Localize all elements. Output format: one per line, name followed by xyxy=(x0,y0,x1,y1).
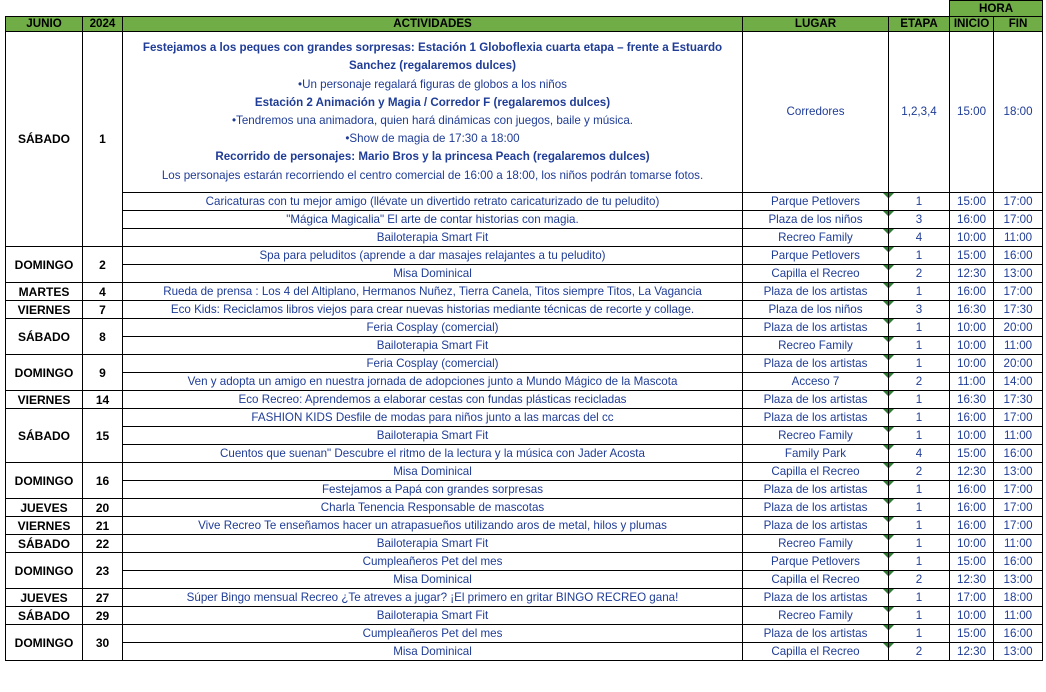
table-row xyxy=(6,625,1043,643)
feature-line: Estación 2 Animación y Magia / Corredor F (regalaremos dulces) xyxy=(254,95,611,109)
table-row xyxy=(6,571,1043,589)
table-row xyxy=(6,355,1043,373)
day-label: DOMINGO xyxy=(6,247,83,283)
stage-cell: 2 xyxy=(889,643,950,661)
end-time-cell: 17:00 xyxy=(994,409,1043,427)
table-row xyxy=(6,283,1043,301)
feature-activity xyxy=(123,32,743,193)
schedule-sheet xyxy=(5,0,1042,661)
table-row xyxy=(6,499,1043,517)
day-number: 29 xyxy=(83,607,123,625)
day-number: 7 xyxy=(83,301,123,319)
place-cell: Recreo Family xyxy=(743,535,889,553)
day-label: VIERNES xyxy=(6,391,83,409)
table-row xyxy=(6,589,1043,607)
start-time-cell: 15:00 xyxy=(950,625,994,643)
table-row xyxy=(6,445,1043,463)
day-number: 23 xyxy=(83,553,123,589)
feature-line: •Un personaje regalará figuras de globos a los niños xyxy=(298,77,567,91)
day-number: 22 xyxy=(83,535,123,553)
place-cell: Parque Petlovers xyxy=(743,553,889,571)
end-time-cell: 11:00 xyxy=(994,607,1043,625)
start-time-cell: 12:30 xyxy=(950,571,994,589)
place-cell: Recreo Family xyxy=(743,607,889,625)
day-number: 15 xyxy=(83,409,123,463)
activity-cell: Feria Cosplay (comercial) xyxy=(123,319,743,337)
stage-cell: 4 xyxy=(889,445,950,463)
schedule-table xyxy=(5,0,1043,661)
end-time-cell: 16:00 xyxy=(994,445,1043,463)
stage-cell: 1 xyxy=(889,517,950,535)
end-time-cell: 17:30 xyxy=(994,301,1043,319)
activity-cell: Ven y adopta un amigo en nuestra jornada de adopciones junto a Mundo Mágico de la Mascota xyxy=(123,373,743,391)
place-cell: Plaza de los artistas xyxy=(743,319,889,337)
place-cell: Family Park xyxy=(743,445,889,463)
stage-header: ETAPA xyxy=(889,17,950,32)
stage-cell: 1 xyxy=(889,337,950,355)
table-row xyxy=(6,607,1043,625)
stage-cell: 1 xyxy=(889,589,950,607)
stage-cell: 1 xyxy=(889,535,950,553)
place-cell: Acceso 7 xyxy=(743,373,889,391)
start-time-cell: 16:30 xyxy=(950,301,994,319)
end-time-cell: 20:00 xyxy=(994,355,1043,373)
activity-cell: Misa Dominical xyxy=(123,463,743,481)
activity-cell: Eco Recreo: Aprendemos a elaborar cestas con fundas plásticas recicladas xyxy=(123,391,743,409)
place-cell: Plaza de los artistas xyxy=(743,625,889,643)
feature-end: 18:00 xyxy=(994,32,1043,193)
feature-line: •Show de magia de 17:30 a 18:00 xyxy=(345,132,520,146)
place-cell: Plaza de los artistas xyxy=(743,499,889,517)
end-time-cell: 20:00 xyxy=(994,319,1043,337)
stage-cell: 1 xyxy=(889,409,950,427)
stage-cell: 1 xyxy=(889,247,950,265)
year-header: 2024 xyxy=(83,17,123,32)
start-time-cell: 16:00 xyxy=(950,499,994,517)
end-time-cell: 13:00 xyxy=(994,265,1043,283)
place-cell: Plaza de los artistas xyxy=(743,517,889,535)
feature-line: Festejamos a los peques con grandes sorpresas: Estación 1 Globoflexia cuarta etapa – frente a Estuardo Sanchez (regalaremos dulces) xyxy=(142,41,723,73)
place-cell: Plaza de los artistas xyxy=(743,355,889,373)
start-time-cell: 16:00 xyxy=(950,517,994,535)
stage-cell: 2 xyxy=(889,463,950,481)
day-label: DOMINGO xyxy=(6,463,83,499)
day-number: 4 xyxy=(83,283,123,301)
activities-header: ACTIVIDADES xyxy=(123,17,743,32)
table-row xyxy=(6,373,1043,391)
stage-cell: 2 xyxy=(889,265,950,283)
end-time-cell: 17:30 xyxy=(994,391,1043,409)
day-number: 30 xyxy=(83,625,123,661)
start-time-cell: 16:30 xyxy=(950,391,994,409)
activity-cell: Misa Dominical xyxy=(123,643,743,661)
column-header-row xyxy=(6,17,1043,32)
day-label: MARTES xyxy=(6,283,83,301)
table-row xyxy=(6,409,1043,427)
start-time-cell: 16:00 xyxy=(950,481,994,499)
day-number: 9 xyxy=(83,355,123,391)
start-time-cell: 10:00 xyxy=(950,355,994,373)
start-time-cell: 15:00 xyxy=(950,445,994,463)
end-time-cell: 11:00 xyxy=(994,229,1043,247)
day-label: SÁBADO xyxy=(6,607,83,625)
activity-cell: FASHION KIDS Desfile de modas para niños junto a las marcas del cc xyxy=(123,409,743,427)
activity-cell: Misa Dominical xyxy=(123,265,743,283)
end-header: FIN xyxy=(994,17,1043,32)
start-time-cell: 10:00 xyxy=(950,427,994,445)
day-number: 16 xyxy=(83,463,123,499)
day-number: 2 xyxy=(83,247,123,283)
activity-cell: Misa Dominical xyxy=(123,571,743,589)
day-label: DOMINGO xyxy=(6,355,83,391)
table-row xyxy=(6,319,1043,337)
activity-cell: Bailoterapia Smart Fit xyxy=(123,337,743,355)
activity-cell: Caricaturas con tu mejor amigo (llévate un divertido retrato caricaturizado de tu peludito) xyxy=(123,193,743,211)
stage-cell: 1 xyxy=(889,283,950,301)
table-row xyxy=(6,211,1043,229)
start-time-cell: 11:00 xyxy=(950,373,994,391)
end-time-cell: 11:00 xyxy=(994,535,1043,553)
feature-stage: 1,2,3,4 xyxy=(889,32,950,193)
day-label: SÁBADO xyxy=(6,32,83,247)
activity-cell: Festejamos a Papá con grandes sorpresas xyxy=(123,481,743,499)
place-cell: Plaza de los niños xyxy=(743,211,889,229)
day-label: VIERNES xyxy=(6,301,83,319)
table-row xyxy=(6,517,1043,535)
stage-cell: 1 xyxy=(889,499,950,517)
day-label: SÁBADO xyxy=(6,535,83,553)
stage-cell: 1 xyxy=(889,193,950,211)
hora-header-row xyxy=(6,1,1043,17)
table-row xyxy=(6,463,1043,481)
day-number: 27 xyxy=(83,589,123,607)
feature-line: Los personajes estarán recorriendo el centro comercial de 16:00 a 18:00, los niños podrán tomarse fotos. xyxy=(161,168,704,182)
table-row xyxy=(6,301,1043,319)
table-row xyxy=(6,481,1043,499)
place-cell: Capilla el Recreo xyxy=(743,643,889,661)
start-time-cell: 10:00 xyxy=(950,229,994,247)
end-time-cell: 17:00 xyxy=(994,193,1043,211)
place-cell: Parque Petlovers xyxy=(743,247,889,265)
day-number: 21 xyxy=(83,517,123,535)
day-label: DOMINGO xyxy=(6,553,83,589)
stage-cell: 2 xyxy=(889,571,950,589)
place-cell: Plaza de los niños xyxy=(743,301,889,319)
table-row xyxy=(6,193,1043,211)
stage-cell: 4 xyxy=(889,229,950,247)
end-time-cell: 11:00 xyxy=(994,427,1043,445)
place-cell: Recreo Family xyxy=(743,337,889,355)
stage-cell: 1 xyxy=(889,391,950,409)
feature-line: Recorrido de personajes: Mario Bros y la princesa Peach (regalaremos dulces) xyxy=(215,150,650,164)
end-time-cell: 17:00 xyxy=(994,211,1043,229)
place-cell: Plaza de los artistas xyxy=(743,391,889,409)
end-time-cell: 17:00 xyxy=(994,517,1043,535)
table-row xyxy=(6,265,1043,283)
end-time-cell: 13:00 xyxy=(994,643,1043,661)
end-time-cell: 17:00 xyxy=(994,481,1043,499)
activity-cell: Cuentos que suenan" Descubre el ritmo de la lectura y la música con Jader Acosta xyxy=(123,445,743,463)
activity-cell: "Mágica Magicalia" El arte de contar historias con magia. xyxy=(123,211,743,229)
table-row xyxy=(6,535,1043,553)
activity-cell: Spa para peluditos (aprende a dar masajes relajantes a tu peludito) xyxy=(123,247,743,265)
hora-header: HORA xyxy=(950,1,1043,17)
activity-cell: Vive Recreo Te enseñamos hacer un atrapasueños utilizando aros de metal, hilos y plumas xyxy=(123,517,743,535)
activity-cell: Rueda de prensa : Los 4 del Altiplano, Hermanos Nuñez, Tierra Canela, Titos siempre Titos, La Vagancia xyxy=(123,283,743,301)
start-time-cell: 12:30 xyxy=(950,643,994,661)
activity-cell: Súper Bingo mensual Recreo ¿Te atreves a jugar? ¡El primero en gritar BINGO RECREO gana! xyxy=(123,589,743,607)
table-row xyxy=(6,643,1043,661)
day-label: SÁBADO xyxy=(6,319,83,355)
end-time-cell: 18:00 xyxy=(994,589,1043,607)
day-label: JUEVES xyxy=(6,589,83,607)
day-number: 1 xyxy=(83,32,123,247)
place-cell: Capilla el Recreo xyxy=(743,571,889,589)
table-row xyxy=(6,247,1043,265)
place-cell: Plaza de los artistas xyxy=(743,481,889,499)
start-time-cell: 16:00 xyxy=(950,211,994,229)
stage-cell: 1 xyxy=(889,319,950,337)
start-time-cell: 10:00 xyxy=(950,535,994,553)
start-time-cell: 16:00 xyxy=(950,409,994,427)
feature-row xyxy=(6,32,1043,193)
stage-cell: 1 xyxy=(889,553,950,571)
end-time-cell: 16:00 xyxy=(994,247,1043,265)
stage-cell: 1 xyxy=(889,427,950,445)
activity-cell: Cumpleañeros Pet del mes xyxy=(123,625,743,643)
activity-cell: Bailoterapia Smart Fit xyxy=(123,229,743,247)
start-time-cell: 16:00 xyxy=(950,283,994,301)
stage-cell: 3 xyxy=(889,211,950,229)
day-label: JUEVES xyxy=(6,499,83,517)
end-time-cell: 16:00 xyxy=(994,553,1043,571)
start-header: INICIO xyxy=(950,17,994,32)
start-time-cell: 12:30 xyxy=(950,463,994,481)
feature-start: 15:00 xyxy=(950,32,994,193)
day-label: VIERNES xyxy=(6,517,83,535)
feature-line: •Tendremos una animadora, quien hará dinámicas con juegos, baile y música. xyxy=(231,114,634,127)
start-time-cell: 10:00 xyxy=(950,337,994,355)
place-cell: Plaza de los artistas xyxy=(743,409,889,427)
activity-cell: Bailoterapia Smart Fit xyxy=(123,427,743,445)
stage-cell: 3 xyxy=(889,301,950,319)
end-time-cell: 17:00 xyxy=(994,283,1043,301)
place-cell: Capilla el Recreo xyxy=(743,463,889,481)
activity-cell: Bailoterapia Smart Fit xyxy=(123,607,743,625)
start-time-cell: 12:30 xyxy=(950,265,994,283)
start-time-cell: 10:00 xyxy=(950,319,994,337)
start-time-cell: 10:00 xyxy=(950,607,994,625)
start-time-cell: 15:00 xyxy=(950,553,994,571)
place-cell: Parque Petlovers xyxy=(743,193,889,211)
activity-cell: Cumpleañeros Pet del mes xyxy=(123,553,743,571)
activity-cell: Eco Kids: Reciclamos libros viejos para crear nuevas historias mediante técnicas de recorte y collage. xyxy=(123,301,743,319)
stage-cell: 1 xyxy=(889,355,950,373)
start-time-cell: 15:00 xyxy=(950,193,994,211)
end-time-cell: 11:00 xyxy=(994,337,1043,355)
stage-cell: 1 xyxy=(889,625,950,643)
day-number: 20 xyxy=(83,499,123,517)
table-row xyxy=(6,337,1043,355)
table-row xyxy=(6,427,1043,445)
stage-cell: 1 xyxy=(889,481,950,499)
place-cell: Capilla el Recreo xyxy=(743,265,889,283)
end-time-cell: 16:00 xyxy=(994,625,1043,643)
place-cell: Plaza de los artistas xyxy=(743,283,889,301)
start-time-cell: 15:00 xyxy=(950,247,994,265)
table-row xyxy=(6,229,1043,247)
end-time-cell: 13:00 xyxy=(994,571,1043,589)
start-time-cell: 17:00 xyxy=(950,589,994,607)
table-row xyxy=(6,391,1043,409)
table-row xyxy=(6,553,1043,571)
day-label: SÁBADO xyxy=(6,409,83,463)
stage-cell: 2 xyxy=(889,373,950,391)
day-number: 14 xyxy=(83,391,123,409)
feature-place: Corredores xyxy=(743,32,889,193)
activity-cell: Feria Cosplay (comercial) xyxy=(123,355,743,373)
place-cell: Recreo Family xyxy=(743,229,889,247)
month-header: JUNIO xyxy=(6,17,83,32)
end-time-cell: 17:00 xyxy=(994,499,1043,517)
end-time-cell: 14:00 xyxy=(994,373,1043,391)
day-label: DOMINGO xyxy=(6,625,83,661)
end-time-cell: 13:00 xyxy=(994,463,1043,481)
day-number: 8 xyxy=(83,319,123,355)
activity-cell: Charla Tenencia Responsable de mascotas xyxy=(123,499,743,517)
activity-cell: Bailoterapia Smart Fit xyxy=(123,535,743,553)
stage-cell: 1 xyxy=(889,607,950,625)
place-cell: Recreo Family xyxy=(743,427,889,445)
place-cell: Plaza de los artistas xyxy=(743,589,889,607)
place-header: LUGAR xyxy=(743,17,889,32)
